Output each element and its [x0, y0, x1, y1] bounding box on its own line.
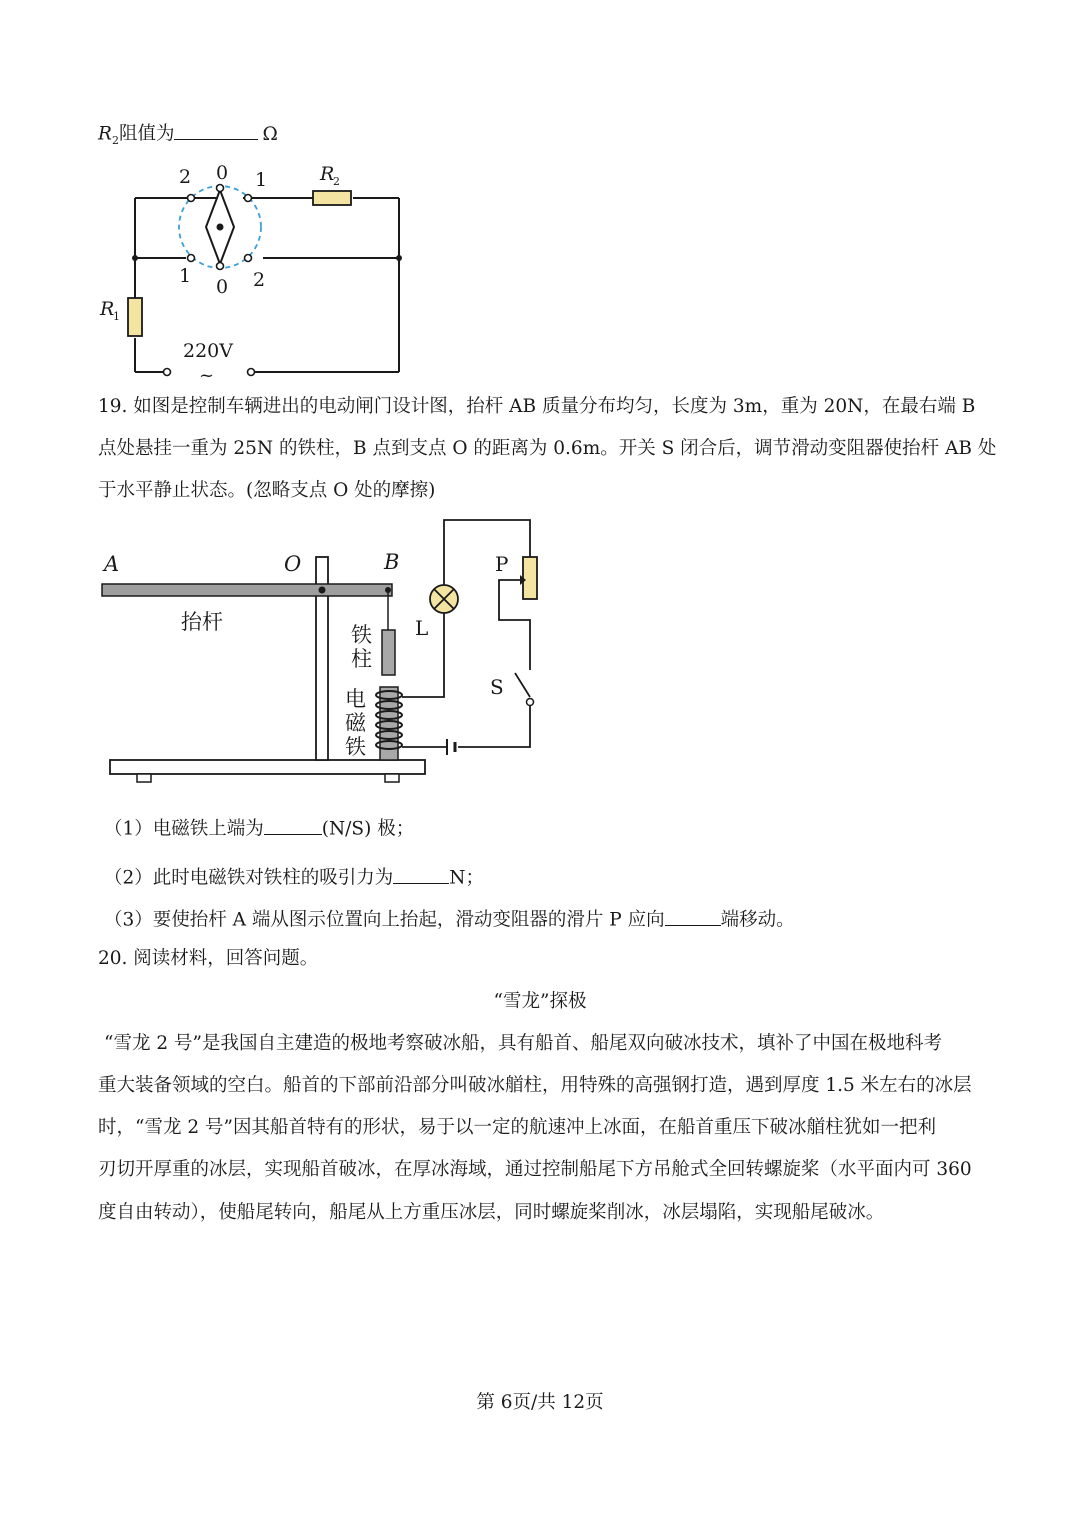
label-iron-2: 柱 — [351, 647, 372, 671]
pivot-o — [319, 587, 326, 594]
article-line-1: “雪龙 2 号”是我国自主建造的极地考察破冰船，具有船首、船尾双向破冰技术，填补了中国在极地科考 — [104, 1033, 942, 1054]
label-b: B — [384, 550, 400, 574]
q19-line-3: 于水平静止状态。(忽略支点 O 处的摩擦) — [98, 480, 436, 501]
article-heading: “雪龙”探极 — [493, 991, 587, 1012]
wire-lamp-to-rheostat — [444, 520, 530, 585]
r2-text: 阻值为 — [118, 123, 175, 145]
label-ac: ~ — [199, 365, 215, 385]
switch-circuit-diagram — [95, 155, 415, 385]
label-a: A — [104, 552, 120, 576]
iron-column — [382, 630, 395, 675]
sub-question-3 — [104, 906, 795, 930]
article-line-5: 度自由转动），使船尾转向，船尾从上方重压冰层，同时螺旋桨削冰，冰层塌陷，实现船尾破冰。 — [98, 1202, 885, 1223]
electric-gate-diagram — [95, 515, 555, 785]
terminal-top-0 — [217, 185, 224, 192]
label-bottom-1: 1 — [179, 265, 192, 287]
sub-question-1 — [104, 815, 414, 839]
label-o: O — [284, 552, 302, 576]
terminal-top-1 — [245, 195, 252, 202]
answer-blank-r2[interactable] — [174, 120, 258, 140]
label-s: S — [490, 675, 504, 699]
q20-title: 20. 阅读材料，回答问题。 — [98, 948, 319, 969]
ohm-unit: Ω — [262, 123, 278, 145]
lift-rod-ab — [102, 584, 392, 596]
label-bottom-2: 2 — [253, 269, 266, 291]
article-line-3: 时，“雪龙 2 号”因其船首特有的形状，易于以一定的航速冲上冰面，在船首重压下破冰艏柱犹如一把利 — [98, 1117, 936, 1138]
article-line-4: 刃切开厚重的冰层，实现船首破冰，在厚冰海域，通过控制船尾下方吊舱式全回转螺旋桨（水平面内可 360 — [98, 1159, 972, 1180]
sub-question-3-suffix: 端移动。 — [720, 909, 795, 931]
label-p: P — [495, 552, 509, 576]
sub-question-2-suffix: N； — [449, 867, 484, 889]
supply-terminal-right — [248, 369, 255, 376]
switch-s-terminal — [527, 699, 534, 706]
label-r1-sub: 1 — [113, 310, 120, 323]
terminal-bottom-1 — [188, 255, 195, 262]
terminal-bottom-0 — [217, 263, 224, 270]
junction-left — [132, 255, 138, 261]
label-top-1: 1 — [255, 169, 268, 191]
label-voltage: 220V — [183, 340, 233, 362]
label-rod: 抬杆 — [181, 610, 223, 634]
sub-question-1-suffix: (N/S) 极； — [321, 818, 415, 840]
supply-terminal-left — [164, 369, 171, 376]
switch-s-blade — [515, 673, 530, 697]
sub-question-1-prefix: （1）电磁铁上端为 — [104, 818, 264, 840]
q19-line-2: 点处悬挂一重为 25N 的铁柱，B 点到支点 O 的距离为 0.6m。开关 S 闭合后，调节滑动变阻器使抬杆 AB 处 — [98, 438, 997, 459]
answer-blank-pole[interactable] — [264, 815, 322, 835]
gate-base — [110, 760, 425, 774]
base-foot-left — [137, 774, 151, 782]
wire-battery-to-switch — [458, 705, 530, 747]
answer-blank-force[interactable] — [393, 864, 449, 884]
label-r2: R — [320, 163, 335, 185]
label-top-0: 0 — [216, 162, 229, 184]
rotary-switch-pivot — [217, 224, 224, 231]
label-em-3: 铁 — [345, 735, 366, 759]
q18-r2-line — [98, 120, 278, 146]
junction-right — [396, 255, 402, 261]
rheostat — [523, 557, 537, 599]
label-l: L — [415, 616, 429, 640]
sub-question-2 — [104, 864, 484, 888]
terminal-bottom-2 — [245, 255, 252, 262]
label-r2-sub: 2 — [333, 175, 340, 188]
label-r1: R — [100, 298, 115, 320]
page-number-footer: 第 6页/共 12页 — [476, 1392, 604, 1413]
sub-question-3-prefix: （3）要使抬杆 A 端从图示位置向上抬起，滑动变阻器的滑片 P 应向 — [104, 909, 665, 931]
sub-question-2-prefix: （2）此时电磁铁对铁柱的吸引力为 — [104, 867, 394, 889]
resistor-r1 — [128, 298, 142, 336]
r2-subscript: 2 — [111, 134, 119, 148]
label-em-2: 磁 — [345, 711, 366, 735]
resistor-r2 — [313, 191, 351, 205]
label-top-2: 2 — [179, 166, 192, 188]
terminal-top-2 — [188, 195, 195, 202]
r2-symbol: R — [98, 123, 112, 145]
base-foot-right — [385, 774, 399, 782]
label-bottom-0: 0 — [216, 276, 229, 298]
answer-blank-direction[interactable] — [665, 906, 721, 926]
article-line-2: 重大装备领域的空白。船首的下部前沿部分叫破冰艏柱，用特殊的高强钢打造，遇到厚度 1.5 米左右的冰层 — [98, 1075, 972, 1096]
label-em-1: 电 — [345, 687, 366, 711]
label-iron-1: 铁 — [351, 623, 372, 647]
q19-line-1: 19. 如图是控制车辆进出的电动闸门设计图，抬杆 AB 质量分布均匀，长度为 3m，重为 20N，在最右端 B — [98, 396, 976, 417]
